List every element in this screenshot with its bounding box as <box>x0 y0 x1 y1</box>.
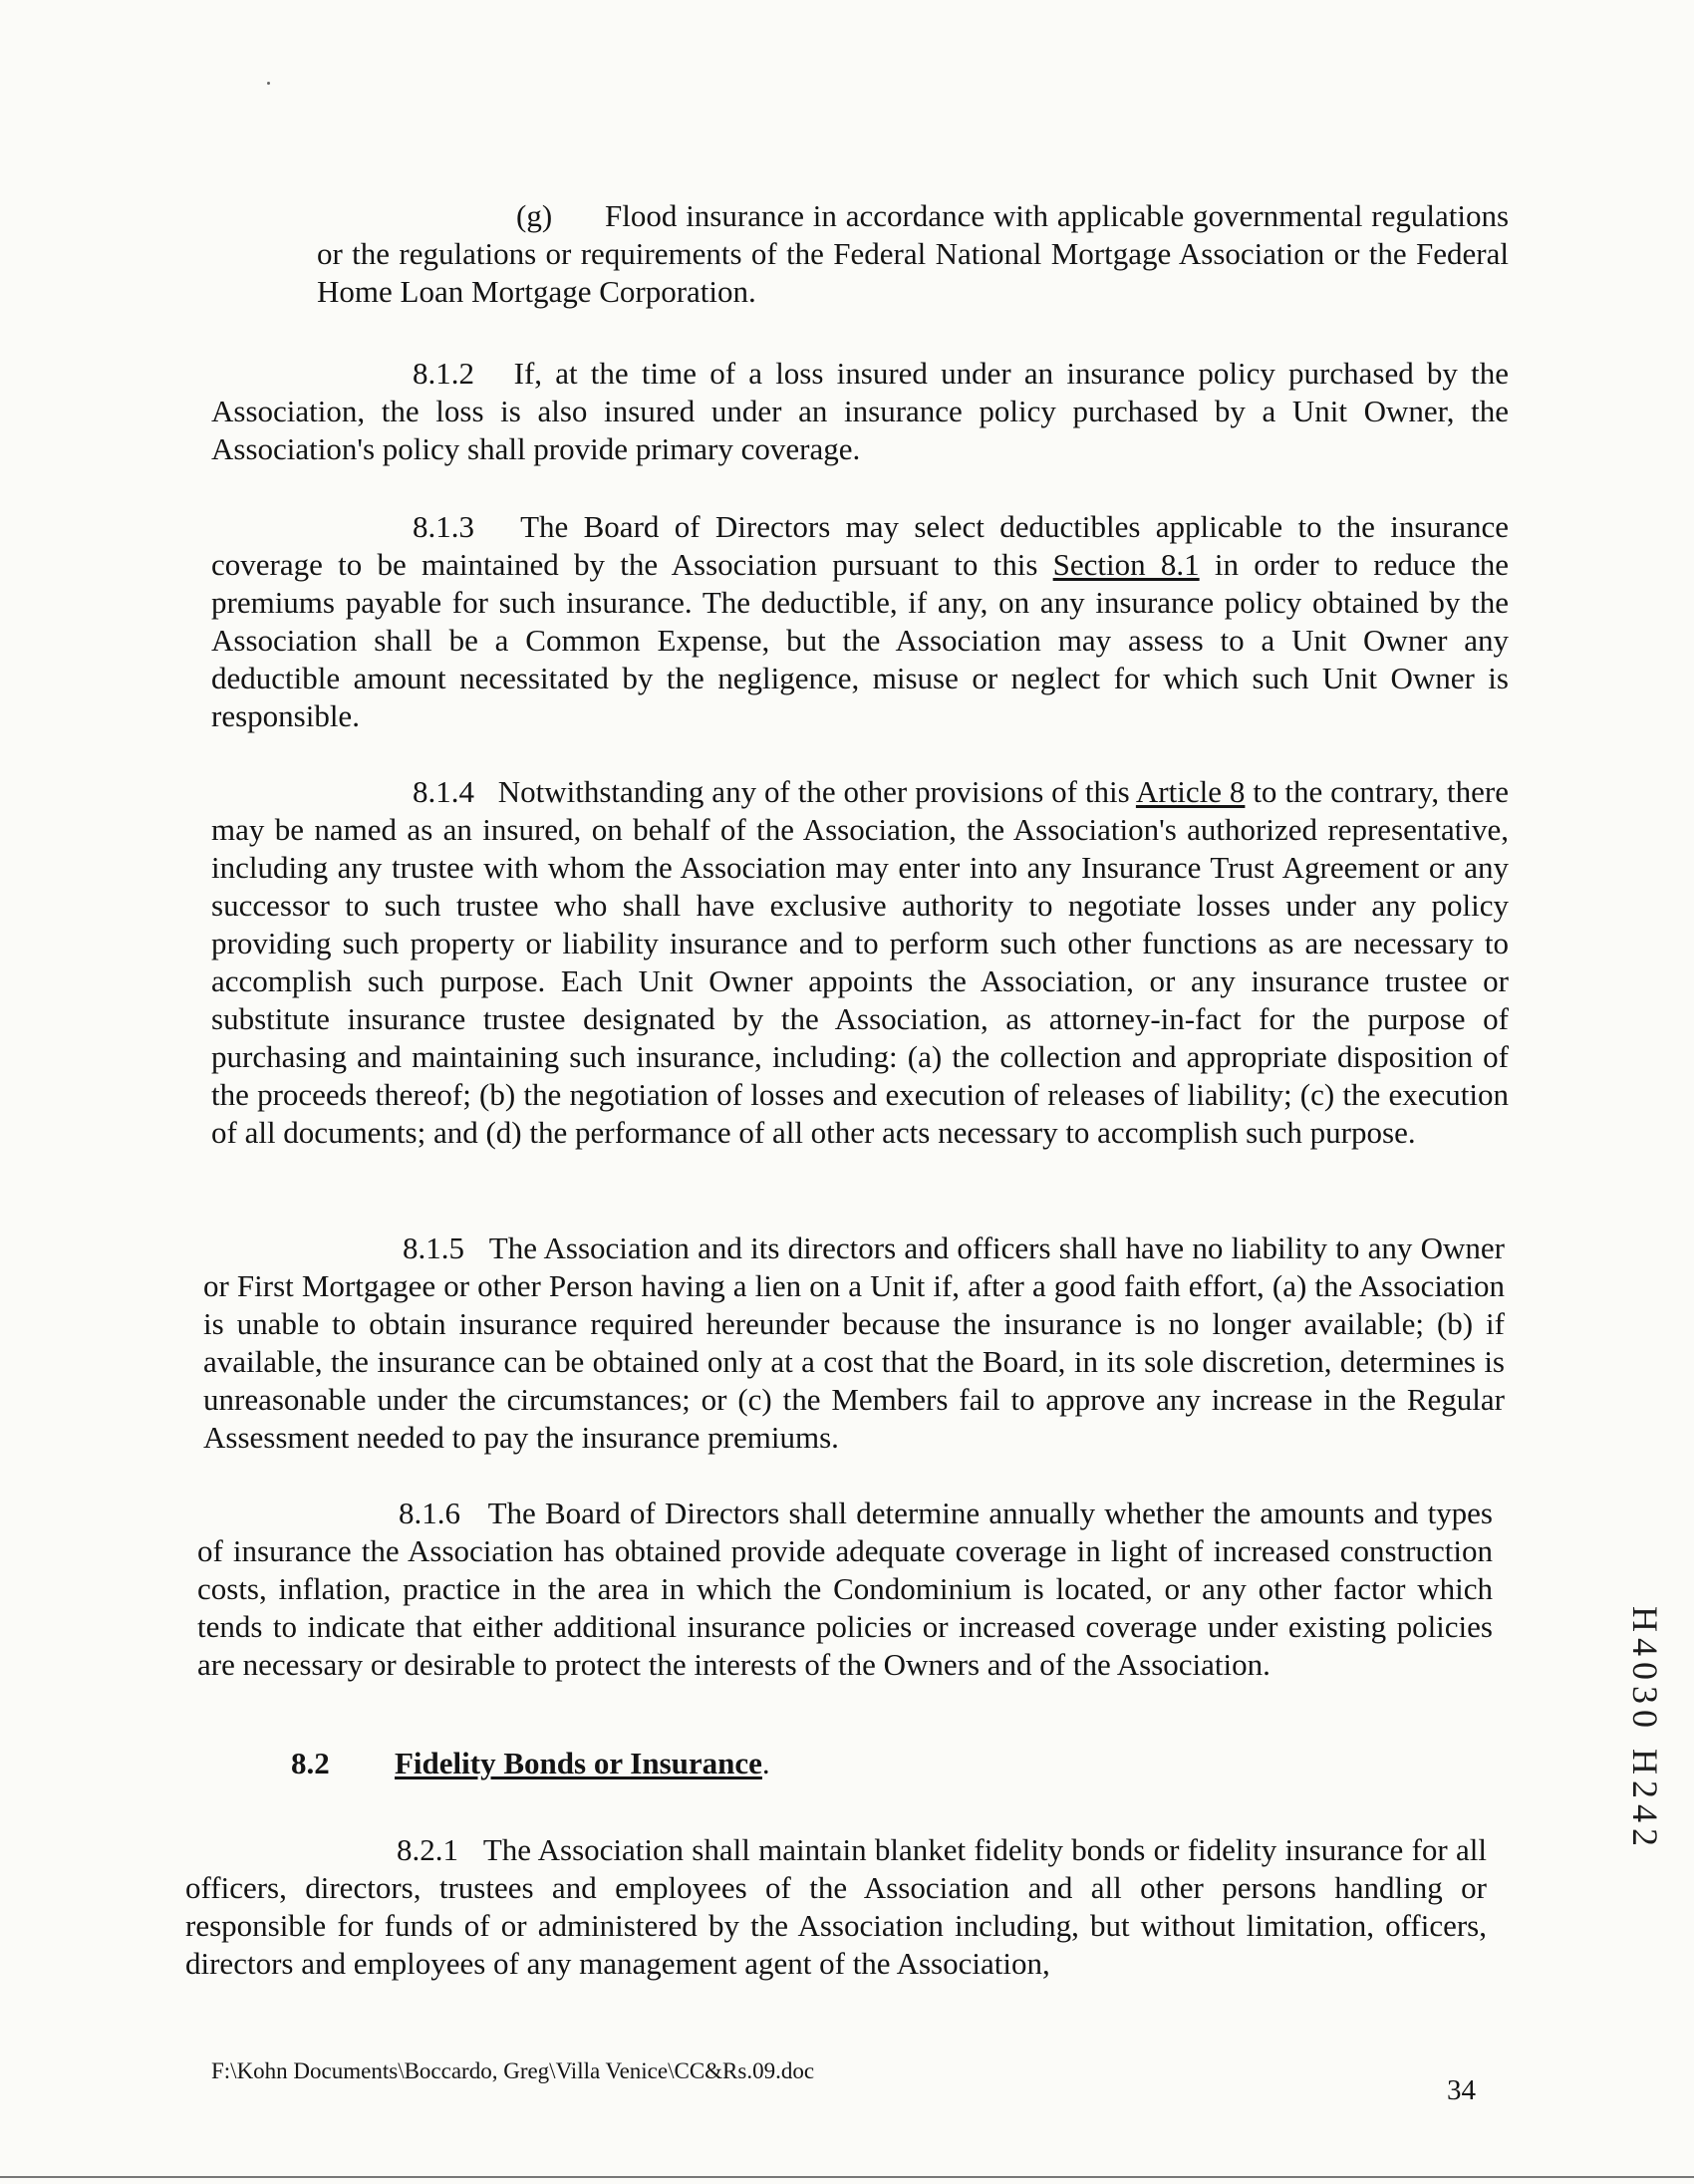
paragraph-number: 8.1.3 <box>413 509 474 544</box>
paragraph-text-continued: to the contrary, there may be named as an insured, on behalf of the Association, the Association's authorized representative, including any trustee with whom the Association may enter into any Insurance Trust Agreement or any successor to such trustee who shall have exclusive authority to negotiate losses under any policy providing such property or liability insurance and to perform such other functions as are necessary to accomplish such purpose. Each Unit Owner appoints the Association, or any insurance trustee or substitute insurance trustee designated by the Association, as attorney-in-fact for the purpose of purchasing and maintaining such insurance, including: (a) the collection and appropriate disposition of the proceeds thereof; (b) the negotiation of losses and execution of releases of liability; (c) the execution of all documents; and (d) the performance of all other acts necessary to accomplish such purpose. <box>211 774 1509 1150</box>
paragraph-8-1-6 <box>197 1495 1493 1684</box>
page-number: 34 <box>1447 2074 1476 2106</box>
paragraph-8-1-2 <box>211 355 1509 468</box>
section-title-period: . <box>761 1746 770 1780</box>
paragraph-number: 8.1.4 <box>413 774 474 809</box>
paragraph-text: Notwithstanding any of the other provisions of this <box>497 774 1130 809</box>
section-number: 8.2 <box>291 1746 330 1780</box>
section-title-wrap <box>395 1746 770 1781</box>
paragraph-text-continued: in order to reduce the premiums payable for such insurance. The deductible, if any, on any insurance policy obtained by the Association shall be a Common Expense, but the Association may assess to a Unit Owner any deductible amount necessitated by the negligence, misuse or neglect for which such Unit Owner is responsible. <box>211 547 1509 733</box>
paragraph-number: 8.2.1 <box>397 1832 458 1867</box>
paragraph-number: 8.1.5 <box>403 1230 464 1265</box>
section-title: Fidelity Bonds or Insurance <box>395 1746 762 1780</box>
paragraph-g <box>317 197 1509 311</box>
section-reference-link: Section 8.1 <box>1052 547 1200 582</box>
paragraph-text: The Association shall maintain blanket fidelity bonds or fidelity insurance for all officers, directors, trustees and employees of the Association and all other persons handling or responsible for funds of or administered by the Association including, but without limitation, officers, directors and employees of any management agent of the Association, <box>185 1832 1488 1981</box>
paragraph-number: 8.1.6 <box>399 1496 460 1530</box>
recording-stamp <box>1626 1606 1686 1885</box>
paragraph-number: 8.1.2 <box>413 356 474 391</box>
page-bottom-rule <box>0 2176 1694 2178</box>
paragraph-text: The Board of Directors shall determine annually whether the amounts and types of insurance the Association has obtained provide adequate coverage in light of increased construction costs, inflation, practice in the area in which the Condominium is located, or any other factor which tends to indicate that either additional insurance policies or increased coverage under existing policies are necessary or desirable to protect the interests of the Owners and of the Association. <box>197 1496 1493 1682</box>
paragraph-text: The Association and its directors and officers shall have no liability to any Owner or First Mortgagee or other Person having a lien on a Unit if, after a good faith effort, (a) the Association is unable to obtain insurance required hereunder because the insurance is no longer available; (b) if available, the insurance can be obtained only at a cost that the Board, in its sole discretion, determines is unreasonable under the circumstances; or (c) the Members fail to approve any increase in the Regular Assessment needed to pay the insurance premiums. <box>203 1230 1505 1455</box>
scan-speck <box>267 82 270 85</box>
paragraph-8-2-1 <box>185 1831 1487 1983</box>
article-reference-link: Article 8 <box>1135 774 1246 809</box>
recording-stamp-text: H4030 H242 <box>1625 1606 1665 1852</box>
paragraph-text: The Board of Directors may select deductibles applicable to the insurance coverage to be maintained by the Association pursuant to this <box>211 509 1510 582</box>
paragraph-text: If, at the time of a loss insured under an insurance policy purchased by the Association, the loss is also insured under an insurance policy purchased by a Unit Owner, the Association's policy shall provide primary coverage. <box>211 356 1509 466</box>
paragraph-8-1-5 <box>203 1229 1505 1457</box>
paragraph-8-1-4 <box>211 773 1509 1152</box>
paragraph-text: Flood insurance in accordance with applicable governmental regulations or the regulations or requirements of the Federal National Mortgage Association or the Federal Home Loan Mortgage Corporation. <box>317 198 1510 309</box>
paragraph-8-1-3 <box>211 508 1509 735</box>
footer-file-path: F:\Kohn Documents\Boccardo, Greg\Villa Venice\CC&Rs.09.doc <box>211 2058 815 2083</box>
paragraph-number: (g) <box>516 198 553 233</box>
